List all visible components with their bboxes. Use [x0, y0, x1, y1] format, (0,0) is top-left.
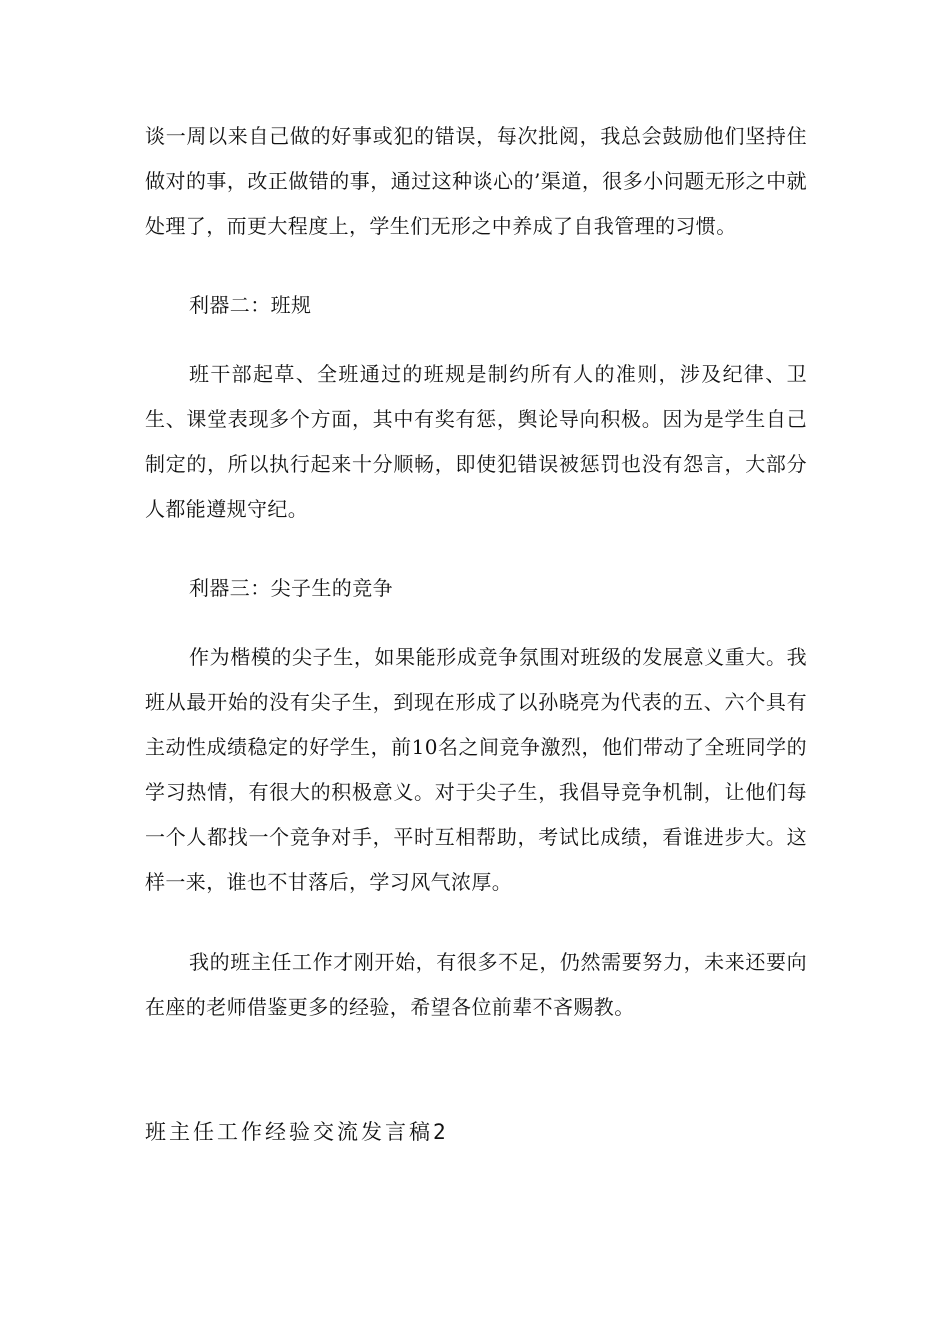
paragraph-top-student-competition: 作为楷模的尖子生，如果能形成竞争氛围对班级的发展意义重大。我班从最开始的没有尖子生，到现在形成了以孙晓亮为代表的五、六个具有主动性成绩稳定的好学生，前10名之间竞争激烈，他们带动了全班同学的学习热情，有很大的积极意义。对于尖子生，我倡导竞争机制，让他们每一个人都找一个竞争对手，平时互相帮助，考试比成绩，看谁进步大。这样一来，谁也不甘落后，学习风气浓厚。: [145, 645, 807, 894]
subheading-tool-two: 利器二：班规: [189, 293, 312, 317]
subheading-tool-three: 利器三：尖子生的竞争: [189, 576, 393, 600]
paragraph-conclusion: 我的班主任工作才刚开始，有很多不足，仍然需要努力，未来还要向在座的老师借鉴更多的经验，希望各位前辈不吝赐教。: [145, 950, 807, 1019]
paragraph-continuation: 谈一周以来自己做的好事或犯的错误，每次批阅，我总会鼓励他们坚持住做对的事，改正做错的事，通过这种谈心的’渠道，很多小问题无形之中就处理了，而更大程度上，学生们无形之中养成了自我管理的习惯。: [145, 124, 807, 238]
section-title: 班主任工作经验交流发言稿2: [145, 1120, 449, 1144]
paragraph-class-rules: 班干部起草、全班通过的班规是制约所有人的准则，涉及纪律、卫生、课堂表现多个方面，其中有奖有惩，舆论导向积极。因为是学生自己制定的，所以执行起来十分顺畅，即使犯错误被惩罚也没有怨言，大部分人都能遵规守纪。: [145, 362, 807, 521]
